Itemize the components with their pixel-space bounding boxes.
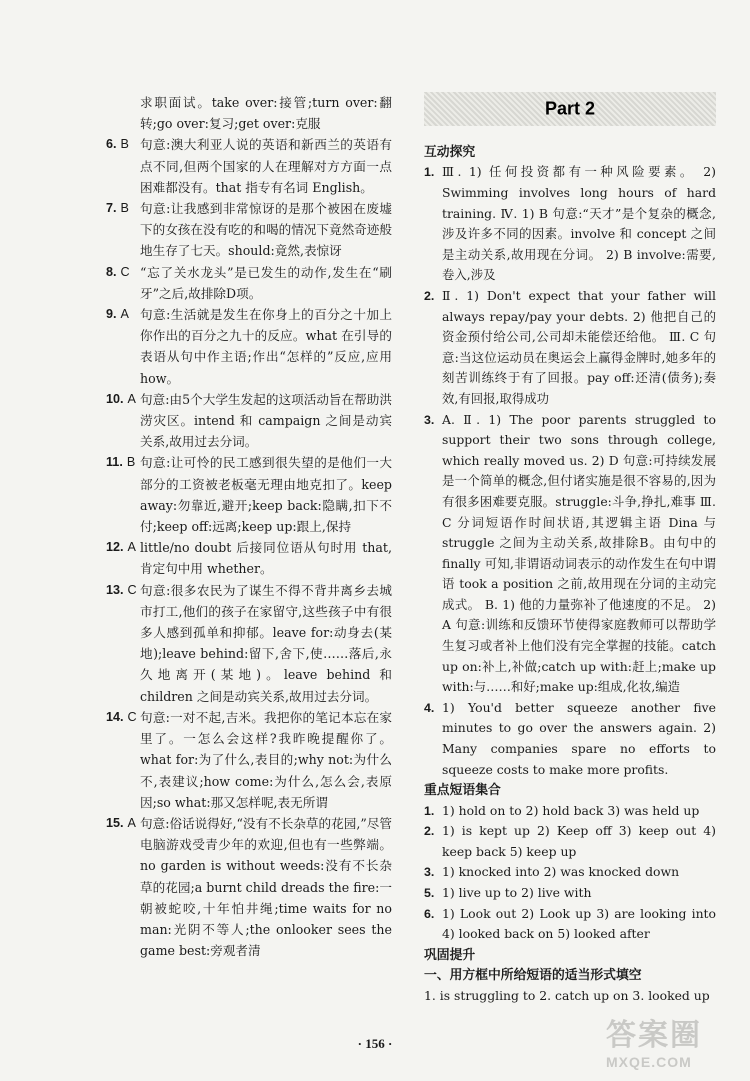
- item-number: 3.: [424, 412, 435, 427]
- item-text: 句意:让可怜的民工感到很失望的是他们一大部分的工资被老板毫无理由地克扣了。keep away:勿靠近,避开;keep back:隐瞒,扣下不付;keep off:远离;keep up:跟上,保持: [140, 455, 392, 535]
- item-text: 句意:澳大利亚人说的英语和新西兰的英语有点不同,但两个国家的人在理解对方方面一点困难都没有。that 指专有名词 English。: [140, 137, 392, 195]
- item-number: 2.: [424, 288, 435, 303]
- item-text: Ⅱ. 1) Don't expect that your father will always repay/pay your debts. 2) 他把自己的资金预付给公司,公司却未能偿还给他。 Ⅲ. C 句意:当这位运动员在奥运会上赢得金牌时,她多年的刻苦训练终于有了回报。pay off:还清(债务);奏效,有回报,取得成功: [442, 287, 716, 406]
- item-text: 1) knocked into 2) was knocked down: [442, 864, 680, 880]
- phrase-item: [424, 821, 716, 862]
- item-number: 6.: [424, 906, 435, 921]
- item-answer: C: [127, 582, 137, 597]
- item-text: 1) You'd better squeeze another five minutes to go over the answers again. 2) Many companies spare no efforts to squeeze costs to make more profits.: [442, 699, 716, 777]
- item-number: 10.: [106, 391, 124, 406]
- phrase-item: [424, 801, 716, 822]
- item-answer: C: [120, 264, 130, 279]
- sub-heading: 一、用方框中所给短语的适当形式填空: [424, 967, 642, 983]
- exercise-item: [424, 698, 716, 780]
- item-answer: C: [127, 709, 137, 724]
- section-heading: 互动探究: [424, 144, 476, 159]
- item-number: 9.: [106, 307, 117, 322]
- phrase-item: [424, 862, 716, 883]
- page-number: · 156 ·: [357, 1036, 393, 1051]
- item-text: 句意:一对不起,吉米。我把你的笔记本忘在家里了。一怎么会这样?我昨晚提醒你了。what for:为了什么,表目的;why not:为什么不,表建议;how come:为什么,怎么会,表原因;so what:那又怎样呢,表无所谓: [140, 709, 392, 810]
- item-number: 7.: [106, 201, 117, 216]
- item-answer: A: [127, 540, 136, 555]
- part-title: Part 2: [544, 98, 596, 119]
- item-number: 1.: [424, 803, 435, 818]
- item-number: 6.: [106, 137, 117, 152]
- item-number: 2.: [424, 824, 435, 839]
- item-number: 11.: [106, 455, 123, 470]
- continuation-text: 求职面试。take over:接管;turn over:翻转;go over:复习;get over:克服: [140, 95, 392, 132]
- item-text: 句意:俗话说得好,“没有不长杂草的花园,”尽管电脑游戏受青少年的欢迎,但也有一些弊端。no garden is without weeds:没有不长杂草的花园;a burnt child dreads the fire:一朝被蛇咬,十年怕井绳;time waits for no man:光阴不等人;the onlooker sees the game best:旁观者清: [140, 815, 392, 959]
- item-number: 4.: [424, 700, 435, 715]
- exercise-item: [424, 162, 716, 286]
- answer-item: [106, 452, 392, 537]
- section-heading: 重点短语集合: [424, 782, 501, 798]
- exercise-item: [424, 410, 716, 698]
- item-text: 句意:生活就是发生在你身上的百分之十加上你作出的百分之九十的反应。what 在引导的表语从句中作主语;作出“怎样的”反应,应用 how。: [140, 307, 392, 386]
- answer-line: 1. is struggling to 2. catch up on 3. looked up: [424, 987, 710, 1003]
- answer-item: [106, 707, 392, 813]
- item-answer: B: [126, 455, 136, 470]
- item-number: 5.: [424, 886, 435, 900]
- item-number: 12.: [106, 540, 124, 555]
- answer-item: [106, 580, 392, 707]
- answer-item: [106, 198, 392, 262]
- item-answer: A: [120, 307, 129, 322]
- answer-item: [106, 537, 392, 579]
- item-number: 1.: [424, 165, 435, 180]
- item-answer: A: [127, 815, 136, 830]
- item-text: 1) hold on to 2) hold back 3) was held up: [442, 802, 700, 818]
- item-text: 1) is kept up 2) Keep off 3) keep out 4) keep back 5) keep up: [442, 823, 716, 859]
- item-number: 14.: [106, 709, 124, 724]
- answer-item: [106, 389, 392, 453]
- item-answer: B: [120, 201, 129, 216]
- item-text: 句意:很多农民为了谋生不得不背井离乡去城市打工,他们的孩子在家留守,这些孩子中有很多人感到孤单和抑郁。leave for:动身去(某地);leave behind:留下,舍下,使……落后,永久地离开(某地)。leave behind 和 children 之间是动宾关系,故用过去分词。: [140, 582, 392, 704]
- section-heading: 巩固提升: [424, 946, 476, 962]
- answer-item: [106, 304, 392, 389]
- phrase-item: [424, 904, 716, 945]
- item-text: 1) Look out 2) Look up 3) are looking into 4) looked back on 5) looked after: [442, 905, 716, 942]
- right-column: [424, 92, 716, 1006]
- item-text: Ⅲ. 1) 任何投资都有一种风险要素。 2) Swimming involves long hours of hard training. Ⅳ. 1) B 句意:“天才”是个复杂的概念,涉及许多不同的因素。involve 和 concept 之间是主动关系,故用现在分词。 2) B involve:需要,卷入,涉及: [442, 164, 716, 283]
- phrase-item: [424, 883, 716, 904]
- item-number: 3.: [424, 865, 435, 880]
- item-number: 13.: [106, 582, 124, 597]
- part-banner: [424, 92, 716, 126]
- answer-item: [106, 262, 392, 304]
- item-answer: B: [120, 137, 129, 152]
- item-number: 8.: [106, 264, 117, 279]
- item-text: little/no doubt 后接同位语从句时用 that,肯定句中用 whether。: [140, 540, 392, 577]
- item-number: 15.: [106, 815, 124, 830]
- left-column: [106, 92, 392, 961]
- watermark-logo: 答案圈 MXQE.COM: [606, 1019, 702, 1070]
- item-text: 句意:让我感到非常惊讶的是那个被困在废墟下的女孩在没有吃的和喝的情况下竟然奇迹般地生存了七天。should:竟然,表惊讶: [140, 201, 392, 259]
- item-text: 句意:由5个大学生发起的这项活动旨在帮助洪涝灾区。intend 和 campaign 之间是动宾关系,故用过去分词。: [140, 391, 392, 450]
- exercise-item: [424, 286, 716, 410]
- answer-item: [106, 134, 392, 198]
- item-text: A. Ⅱ. 1) The poor parents struggled to support their two sons through college, which really moved us. 2) D 句意:可持续发展是一个简单的概念,但付诸实施是很不容易的,因为有很多困难要克服。struggle:斗争,挣扎,难事 Ⅲ. C 分词短语作时间状语,其逻辑主语 Dina 与 struggle 之间为主动关系,故排除B。由句中的 finally 可知,非谓语动词表示的动作发生在句中谓语 took a position 之前,故用现在分词的主动完成式。 B. 1) 他的力量弥补了他速度的不足。 2) A 句意:训练和反馈环节使得家庭教师可以帮助学生复习或者补上他们没有完全掌握的技能。catch up on:补上,补做;catch up with:赶上;make up with:与……和好;make up:组成,化妆,编造: [442, 411, 716, 695]
- item-text: 1) live up to 2) live with: [442, 885, 592, 900]
- item-answer: A: [127, 391, 136, 406]
- item-text: “忘了关水龙头”是已发生的动作,发生在“刷牙”之后,故排除D项。: [140, 264, 392, 301]
- answer-item: [106, 813, 392, 961]
